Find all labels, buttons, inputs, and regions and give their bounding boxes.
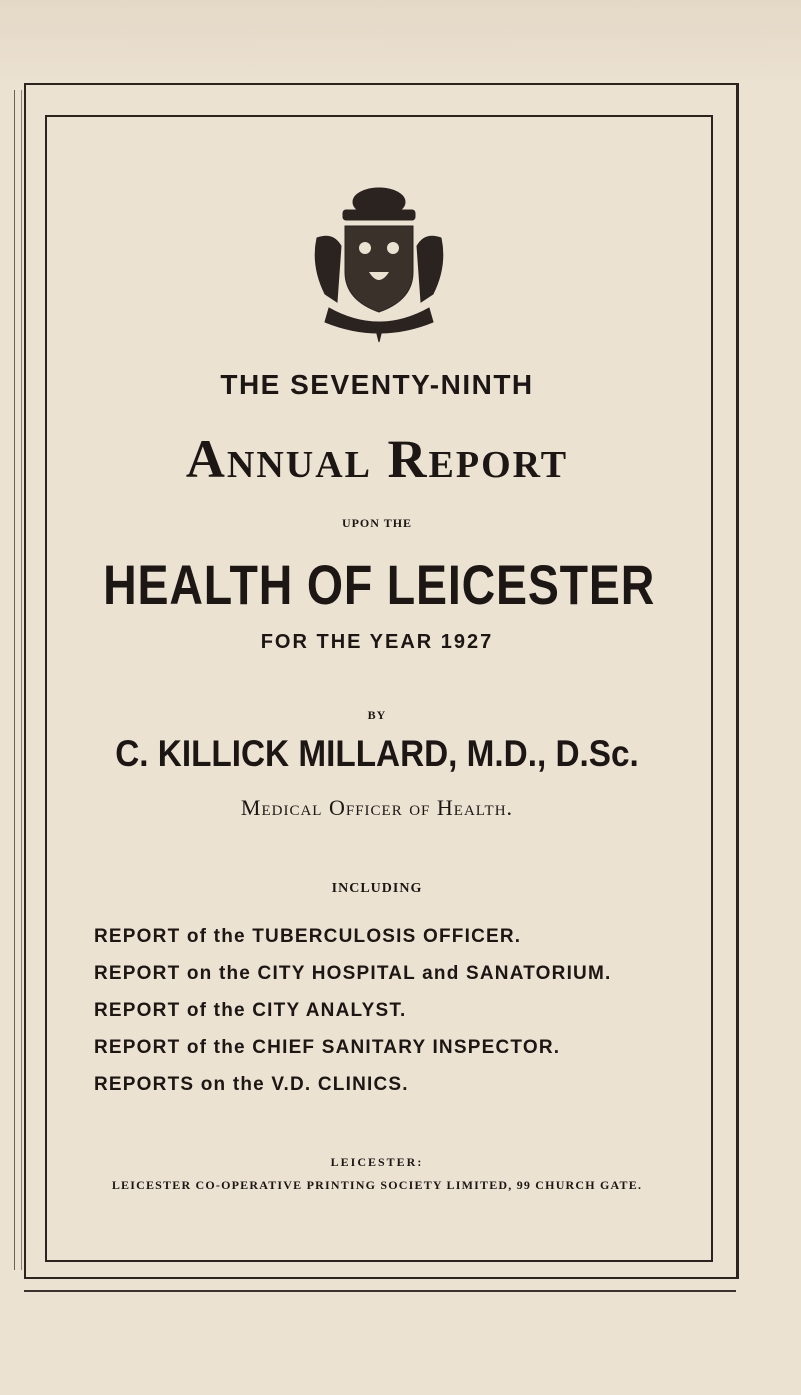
list-item: REPORTS on the V.D. CLINICS.: [94, 1074, 409, 1095]
imprint-city: LEICESTER:: [330, 1155, 424, 1169]
coat-of-arms-icon: [303, 176, 455, 344]
list-item: REPORT of the CITY ANALYST.: [94, 1000, 407, 1021]
bottom-rule: [24, 1290, 736, 1292]
year-line: FOR THE YEAR 1927: [260, 631, 494, 653]
printer-imprint: LEICESTER CO-OPERATIVE PRINTING SOCIETY LIMITED, 99 CHURCH GATE.: [111, 1178, 643, 1192]
binding-edge: [14, 90, 22, 1270]
list-item: REPORT of the TUBERCULOSIS OFFICER.: [94, 926, 522, 947]
by-label: BY: [367, 708, 387, 722]
author-name: C. KILLICK MILLARD, M.D., D.Sc.: [115, 733, 639, 774]
list-item: REPORT of the CHIEF SANITARY INSPECTOR.: [94, 1037, 561, 1058]
included-reports-list: [94, 918, 694, 1103]
upon-the-label: UPON THE: [341, 516, 413, 530]
including-label: INCLUDING: [331, 881, 423, 896]
list-item: REPORT on the CITY HOSPITAL and SANATORIUM.: [94, 963, 612, 984]
report-title: Annual Report: [185, 429, 569, 489]
health-of-leicester-heading: HEALTH OF LEICESTER: [103, 553, 656, 616]
ordinal-heading: THE SEVENTY-NINTH: [220, 369, 534, 400]
author-office: Medical Officer of Health.: [240, 795, 514, 820]
torn-page-top: [0, 0, 801, 80]
